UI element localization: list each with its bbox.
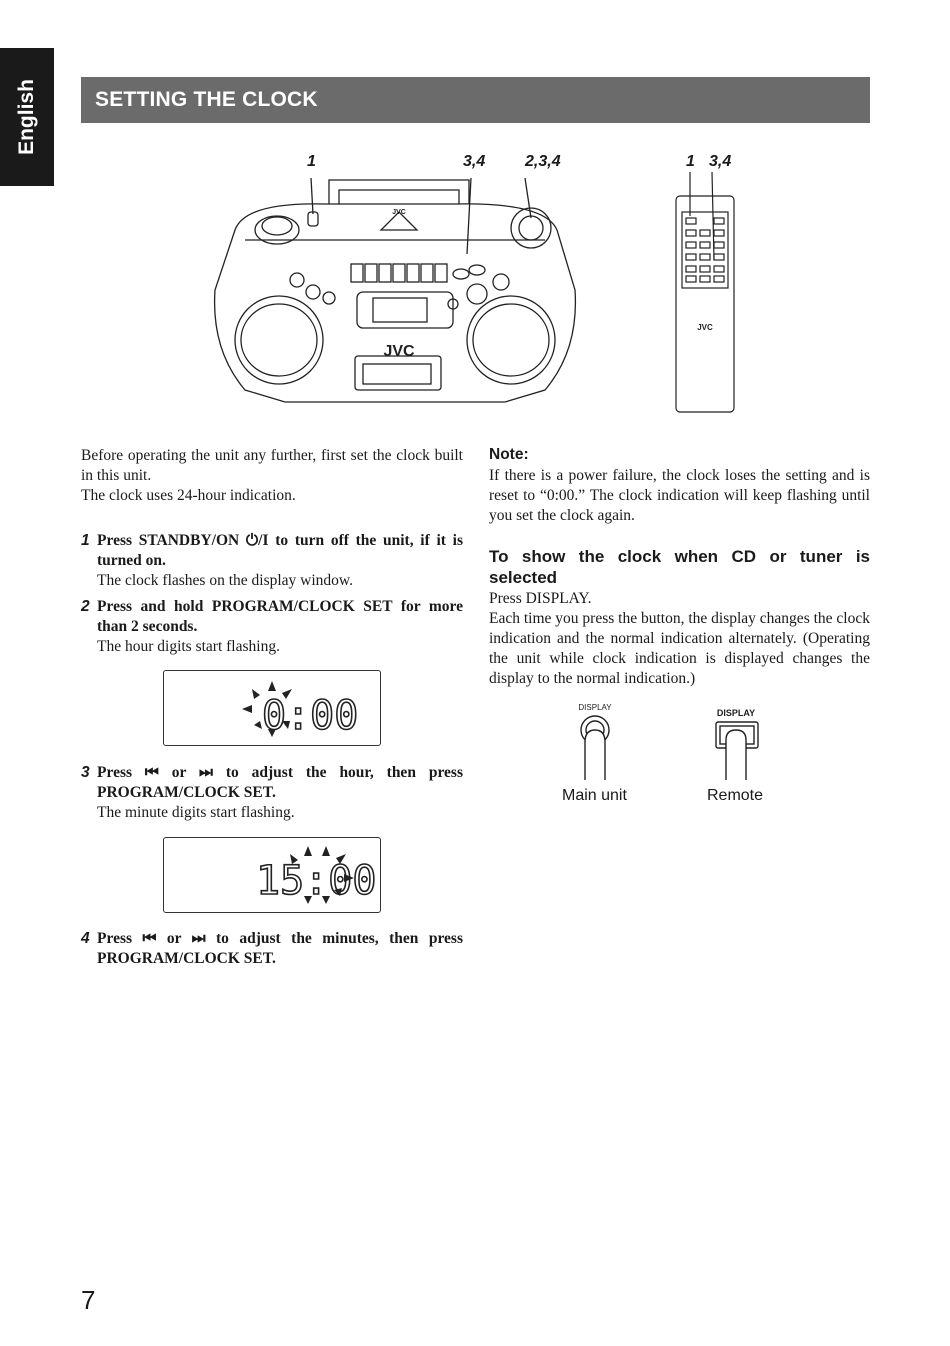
- step-1: [81, 531, 463, 591]
- main-unit-display-button: [565, 700, 635, 780]
- step-instruction: Press ⏮ or ⏭ to adjust the minutes, then press PROGRAM/CLOCK SET.: [97, 930, 463, 967]
- step-result: The clock flashes on the display window.: [97, 572, 353, 589]
- step-result: The minute digits start flashing.: [97, 804, 295, 821]
- language-label: English: [15, 79, 38, 155]
- section-title: SETTING THE CLOCK: [95, 88, 318, 111]
- intro-line: The clock uses 24-hour indication.: [81, 487, 296, 504]
- step-number: 2: [81, 598, 90, 615]
- step-2: [81, 597, 463, 657]
- remote-illustration: [670, 170, 740, 415]
- step-3: [81, 763, 463, 823]
- intro-line: Before operating the unit any further, first set the clock built in this unit.: [81, 447, 463, 484]
- step-instruction: Press ⏮ or ⏭ to adjust the hour, then press PROGRAM/CLOCK SET.: [97, 764, 463, 801]
- section-header: [81, 77, 870, 123]
- lcd-clock-value: 15:00: [256, 858, 377, 904]
- finger-press-icon: [581, 716, 609, 780]
- lcd-clock-value: 0:00: [262, 693, 359, 739]
- callout-label: 1: [686, 153, 695, 170]
- clock-section-title: To show the clock when CD or tuner is selected: [489, 547, 870, 587]
- step-number: 1: [81, 532, 90, 549]
- note-title: Note:: [489, 446, 529, 463]
- callout-label: 3,4: [463, 153, 486, 170]
- callout-label: 3,4: [709, 153, 732, 170]
- step-number: 3: [81, 764, 90, 781]
- display-window-hour: [163, 670, 381, 746]
- intro-text: [81, 446, 463, 506]
- step-number: 4: [81, 930, 90, 947]
- page-number: 7: [81, 1285, 96, 1315]
- step-result: The hour digits start flashing.: [97, 638, 280, 655]
- main-unit-caption: Main unit: [562, 787, 627, 804]
- boombox-brand-small: JVC: [392, 209, 406, 216]
- clock-section-line: Press DISPLAY.: [489, 590, 592, 607]
- step-instruction: Press STANDBY/ON ⏻/I to turn off the unit, if it is turned on.: [97, 532, 463, 569]
- display-window-minute: [163, 837, 381, 913]
- main-display-label: DISPLAY: [578, 703, 612, 712]
- boombox-illustration: [205, 170, 585, 410]
- boombox-brand: JVC: [383, 343, 415, 360]
- callout-label: 1: [307, 153, 316, 170]
- clock-section-line: Each time you press the button, the display changes the clock indication and the normal indication alternately. (Operating the unit while clock indication is displayed changes the display to the normal indication.): [489, 610, 870, 687]
- remote-display-button: [708, 704, 768, 780]
- remote-caption: Remote: [707, 787, 764, 804]
- step-4: [81, 929, 463, 969]
- step-instruction: Press and hold PROGRAM/CLOCK SET for more than 2 seconds.: [97, 598, 463, 635]
- note-text: If there is a power failure, the clock loses the setting and is reset to “0:00.” The clock indication will keep flashing until you set the clock again.: [489, 467, 870, 524]
- callout-label: 2,3,4: [525, 153, 561, 170]
- remote-brand: JVC: [697, 323, 713, 332]
- finger-press-icon: [716, 722, 758, 780]
- remote-display-label: DISPLAY: [716, 708, 756, 718]
- clock-section-body: [489, 589, 870, 689]
- language-tab: [0, 48, 54, 186]
